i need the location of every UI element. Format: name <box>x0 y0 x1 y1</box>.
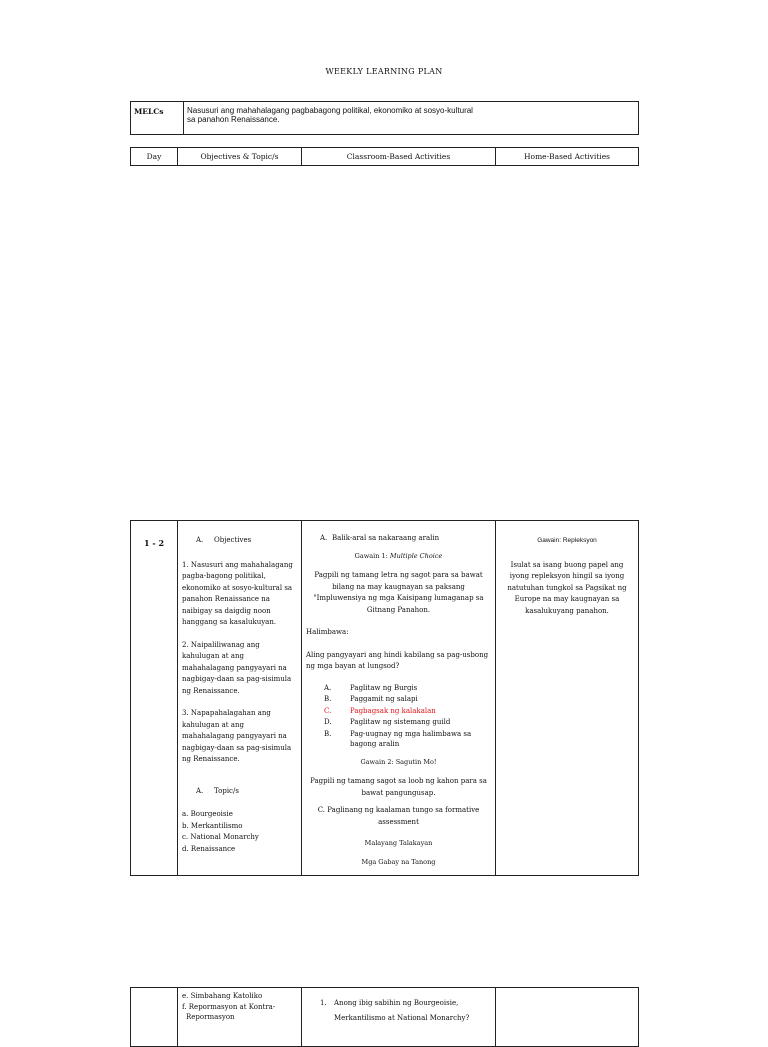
gawain2-title: Gawain 2: Sagutin Mo! <box>360 757 437 766</box>
formative-step: C. Paglinang ng kaalaman tungo sa formative assessment <box>317 806 480 826</box>
plan-header <box>130 147 639 166</box>
home-cell-2 <box>496 988 639 1047</box>
melcs-text <box>184 102 639 135</box>
choice-d <box>324 717 491 729</box>
topic-item: c. National Monarchy <box>182 833 259 841</box>
choice-b <box>324 694 491 706</box>
step-b <box>324 729 491 749</box>
choice-marker: C. <box>324 706 332 715</box>
day-cell-2 <box>131 988 178 1047</box>
choice-marker: D. <box>324 718 332 726</box>
header-day: Day <box>131 148 178 166</box>
review-line <box>320 533 491 545</box>
choices-list <box>324 683 491 749</box>
gawain1-name: Multiple Choice <box>389 551 443 560</box>
objective-item-2: 2. Naipaliliwanag ang kahulugan at ang mahahalagang pangyayari na nagbigay-daan sa pag-sisimula ng Renaissance. <box>182 640 292 695</box>
objectives-cell <box>178 521 302 876</box>
gawain1-title <box>306 551 491 563</box>
choice-text: Paglitaw ng sistemang guild <box>350 718 451 726</box>
choice-text: Pag-uugnay ng mga halimbawa sa bagong aralin <box>350 729 472 748</box>
header-objectives: Objectives & Topic/s <box>178 148 302 166</box>
question-line-2: Merkantilismo at National Monarchy? <box>334 1013 470 1022</box>
header-home: Home-Based Activities <box>496 148 639 166</box>
halimbawa-label: Halimbawa: <box>306 628 349 636</box>
melcs-label <box>131 102 184 135</box>
home-instruction: Isulat sa isang buong papel ang iyong repleksyon hingil sa iyong natutuhan tungkol sa Pagsikat ng Europe na may kaugnayan sa kasalukuyang panahon. <box>507 560 627 615</box>
objectives-heading-marker: A. <box>196 536 204 544</box>
plan-row-1 <box>130 520 639 876</box>
review-text: Balik-aral sa nakaraang aralin <box>332 534 440 542</box>
gabay-na-tanong: Mga Gabay na Tanong <box>361 857 436 866</box>
gawain1-prefix: Gawain 1: <box>354 551 388 560</box>
topics-heading <box>196 786 297 798</box>
topic-item: d. Renaissance <box>182 844 236 853</box>
question-marker: 1. <box>320 999 327 1007</box>
choice-a <box>324 683 491 695</box>
topics-heading-text: Topic/s <box>214 786 239 795</box>
objective-item-3: 3. Napapahalagahan ang kahulugan at ang mahahalagang pangyayari na nagbigay-daan sa pag-sisimula ng Renaissance. <box>182 709 292 763</box>
topic-item: f. Repormasyon at Kontra- <box>182 1002 276 1011</box>
gawain1-instruction: Pagpili ng tamang letra ng sagot para sa bawat bilang na may kaugnayan sa paksang "Impluwensiya ng mga Kaisipang lumaganap sa Gitnang Panahon. <box>313 571 484 614</box>
topic-item: Repormasyon <box>186 1013 235 1021</box>
topic-item: b. Merkantilismo <box>182 821 243 830</box>
plan-row-2 <box>130 987 639 1047</box>
guide-question-1 <box>320 998 491 1010</box>
header-classroom: Classroom-Based Activities <box>302 148 496 166</box>
day-cell <box>131 521 178 876</box>
review-marker: A. <box>320 534 328 542</box>
gawain2-instruction: Pagpili ng tamang sagot sa loob ng kahon para sa bawat pangungusap. <box>310 777 487 797</box>
topic-item: a. Bourgeoisie <box>182 810 233 818</box>
melcs-text-line2: sa panahon Renaissance. <box>187 115 280 124</box>
objectives-heading <box>196 535 297 547</box>
choice-marker: A. <box>324 683 332 692</box>
objective-item-1: 1. Nasusuri ang mahahalagang pagba-bagong politikal, ekonomiko at sosyo-kultural sa panahon Renaissance na naibigay sa daigdig noon hanggang sa kasalukuyan. <box>182 560 293 626</box>
topic-item: e. Simbahang Katoliko <box>182 992 263 1000</box>
choice-text: Paglitaw ng Burgis <box>350 683 418 692</box>
choice-text: Paggamit ng salapi <box>350 695 418 703</box>
choice-c-correct <box>324 706 491 718</box>
malayang-talakayan: Malayang Talakayan <box>364 839 433 847</box>
day-label: 1 - 2 <box>143 538 165 548</box>
classroom-cell-2 <box>302 988 496 1047</box>
melcs-text-line1: Nasusuri ang mahahalagang pagbabagong politikal, ekonomiko at sosyo-kultural <box>187 106 473 115</box>
question-line-1: Anong ibig sabihin ng Bourgeoisie, <box>334 999 459 1007</box>
melcs-table <box>130 101 639 135</box>
page-title: WEEKLY LEARNING PLAN <box>325 67 443 76</box>
choice-marker: B. <box>324 695 332 703</box>
choice-marker: B. <box>324 729 332 738</box>
objectives-heading-text: Objectives <box>214 536 252 544</box>
objectives-cell-2 <box>178 988 302 1047</box>
melcs-label-text: MELCs <box>134 107 164 116</box>
sample-question: Aling pangyayari ang hindi kabilang sa pag-usbong ng mga bayan at lungsod? <box>306 650 489 670</box>
choice-text: Pagbagsak ng kalakalan <box>350 706 436 715</box>
home-cell <box>496 521 639 876</box>
topics-heading-marker: A. <box>196 786 204 795</box>
topics-list <box>182 809 297 855</box>
classroom-cell <box>302 521 496 876</box>
home-gawain-title: Gawain: Repleksyon <box>537 537 597 544</box>
